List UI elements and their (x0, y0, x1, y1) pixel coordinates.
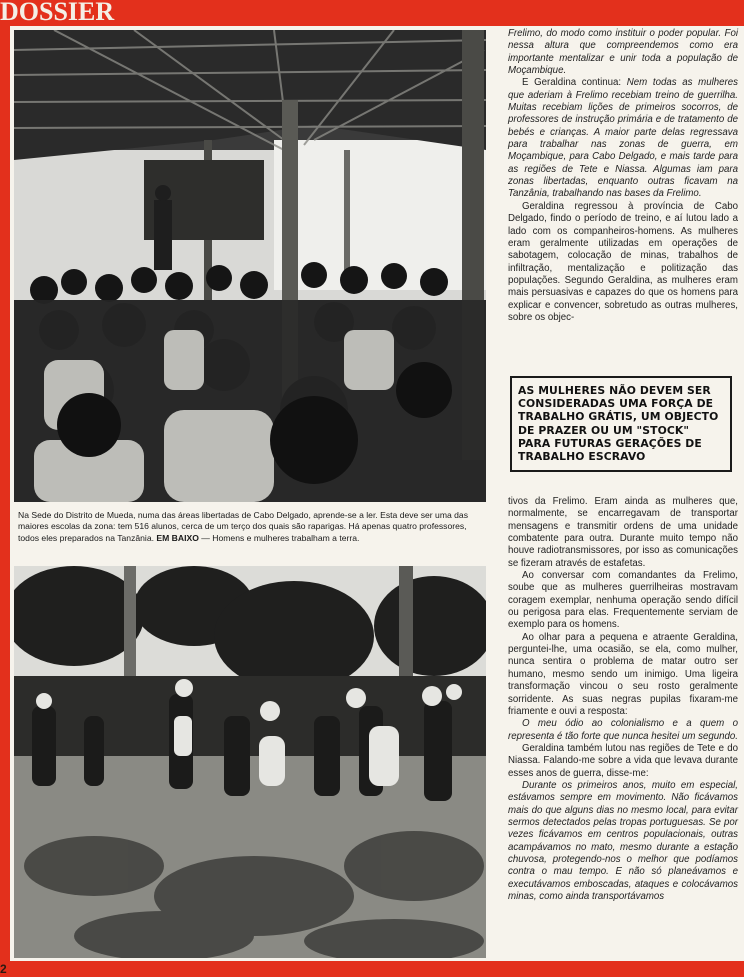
paragraph: Frelimo, do modo como instituir o poder popular. Foi nessa altura que compreendemos como era importante mentalizar e unir toda a população de Moçambique. (508, 28, 738, 77)
paragraph: Geraldina regressou à província de Cabo Delgado, findo o período de treino, e aí lutou lado a lado com os companheiros-homens. As mulheres eram geralmente utilizadas em operações de sabotagem, colocação de minas, trabalhos de infiltração, mentalização e politização das populações. Segundo Geraldina, as mulheres eram mais persuasivas e capazes do que os homens para explicar e convencer, sobretudo as outras mulheres, sobre os objec- (508, 200, 738, 323)
paragraph: tivos da Frelimo. Eram ainda as mulheres que, normalmente, se encarregavam de transportar mensagens e transmitir ordens de uma unidade combatente para outra. Durante muito tempo não houve radiotransmissores, por isso as comunicações se fizeram através de estafetas. (508, 496, 738, 569)
paragraph: Geraldina também lutou nas regiões de Tete e do Niassa. Falando-me sobre a vida que levava durante esses anos de guerra, disse-me: (508, 742, 738, 779)
paragraph: Ao olhar para a pequena e atraente Geraldina, perguntei-lhe, uma ocasião, se ela, como mulher, nunca sentira o problema de matar outro ser humano, mesmo sendo um inimigo. Uma ligeira transformação vincou o seu rosto geralmente sorridente. As suas negras pupilas fixaram-me friamente e ouvi a resposta: (508, 631, 738, 717)
paragraph: Durante os primeiros anos, muito em especial, estávamos sempre em movimento. Não ficávamos mais do que alguns dias no mesmo local, para evitar sermos detectados pelas tropas portuguesas. Se por vezes ficávamos em centros populacionais, outras acampávamos no mato, mesmo durante a estação chuvosa, protegendo-nos o melhor que podíamos contra o mau tempo. E não só planeávamos e executávamos emboscadas, ataques e colocávamos minas, como ainda transportávamos (508, 779, 738, 902)
paragraph: O meu ódio ao colonialismo e a quem o representa é tão forte que nunca hesitei um segundo. (508, 718, 738, 742)
field-work-photo (14, 566, 486, 958)
caption-bold: EM BAIXO (156, 532, 199, 543)
page-number: 2 (0, 962, 7, 976)
text-column-bottom (508, 496, 738, 958)
photo-caption (18, 510, 484, 544)
paragraph: E Geraldina continua: Nem todas as mulheres que aderiam à Frelimo recebiam treino de guerrilha. Muitas recebiam lições de primeiros socorros, de professores de instrução primária e de tratamento de bebés e crianças. A maior parte delas regressava para trabalhar nas zonas de guerra, em Moçambique, para Cabo Delgado, e mais tarde para as regiões de Tete e Niassa. Algumas iam para zonas libertadas, enquanto outras ficavam na Tanzânia, trabalhando nas bases da Frelimo. (508, 77, 738, 200)
text-column-top (508, 28, 738, 366)
classroom-photo (14, 30, 486, 502)
pull-quote: AS MULHERES NÃO DEVEM SER CONSIDERADAS UMA FORÇA DE TRABALHO GRÁTIS, UM OBJECTO DE PRAZER OU UM "STOCK" PARA FUTURAS GERAÇÕES DE TRABALHO ESCRAVO (510, 376, 732, 472)
caption-text: Na Sede do Distrito de Mueda, numa das áreas libertadas de Cabo Delgado, aprende-se a ler. Esta deve ser uma das maiores escolas da zona: tem 516 alunos, cerca de um terço dos quais são raparigas. Há apenas quatro professores, todos eles preparados na Tanzânia. (18, 510, 469, 543)
header-bar (0, 0, 744, 26)
caption-tail: — Homens e mulheres trabalham a terra. (201, 532, 360, 543)
section-title: DOSSIER (0, 0, 115, 26)
paragraph: Ao conversar com comandantes da Frelimo, soube que as mulheres guerrilheiras mostravam coragem exemplar, nenhuma operação sendo difícil ou perigosa para elas. Frequentemente serviam de exemplo para os homens. (508, 570, 738, 631)
